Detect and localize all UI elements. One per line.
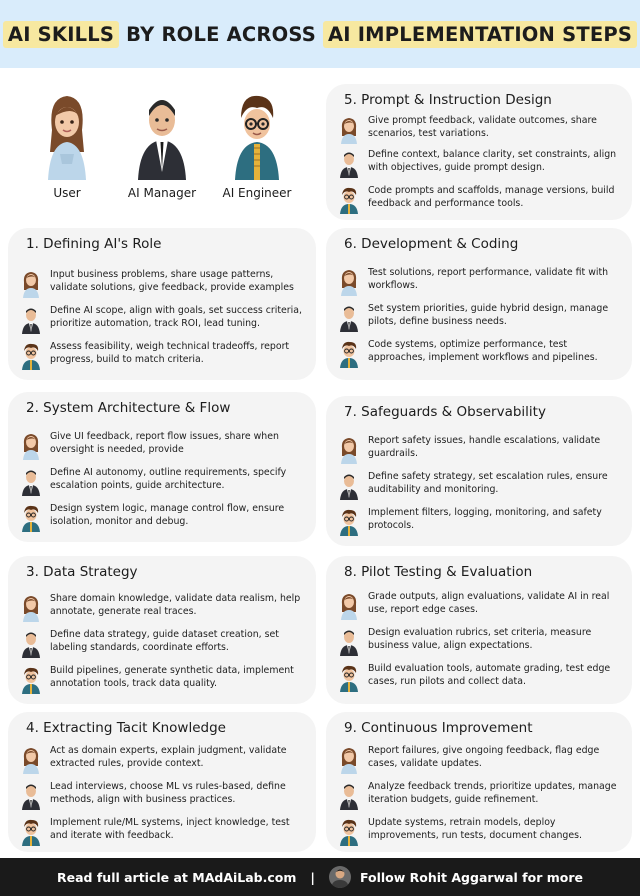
engineer-skill-text: Code systems, optimize performance, test approaches, implement workflows and pipelines. <box>368 339 598 363</box>
section-title: 1. Defining AI's Role <box>26 236 162 252</box>
manager-skill-row <box>338 780 622 814</box>
user-skill-text: Input business problems, share usage patterns, validate solutions, give feedback, provide examples <box>50 269 294 293</box>
manager-skill-text: Set system priorities, guide hybrid design, manage pilots, define business needs. <box>368 303 609 327</box>
user-skill-row <box>338 744 622 778</box>
manager-avatar-icon <box>338 782 360 810</box>
user-avatar-icon <box>338 116 360 144</box>
manager-skill-row <box>338 302 622 336</box>
user-avatar-icon <box>20 432 42 460</box>
manager-avatar-icon <box>338 150 360 178</box>
manager-skill-text: Analyze feedback trends, prioritize updates, manage iteration budgets, guide refinement. <box>368 781 617 805</box>
manager-skill-row <box>20 466 306 500</box>
manager-skill-row <box>338 626 622 660</box>
user-avatar-icon <box>338 746 360 774</box>
manager-skill-text: Define AI autonomy, outline requirements, specify escalation points, guide architecture. <box>50 467 287 491</box>
article-link[interactable]: Read full article at MAdAiLab.com <box>57 869 297 885</box>
user-skill-text: Report safety issues, handle escalations, validate guardrails. <box>368 435 601 459</box>
engineer-skill-text: Implement rule/ML systems, inject knowledge, test and iterate with feedback. <box>50 817 290 841</box>
engineer-avatar-icon <box>20 342 42 370</box>
engineer-skill-row <box>338 338 622 372</box>
user-skill-row <box>338 114 622 148</box>
user-avatar-icon <box>20 270 42 298</box>
title-highlight-1: AI SKILLS <box>3 21 119 48</box>
manager-skill-row <box>20 304 306 338</box>
section-title: 8. Pilot Testing & Evaluation <box>344 564 533 580</box>
engineer-skill-text: Assess feasibility, weigh technical tradeoffs, report progress, build to match criteria. <box>50 341 290 365</box>
section-title: 7. Safeguards & Observability <box>344 404 546 420</box>
footer-separator: | <box>310 869 315 885</box>
user-skill-row <box>338 434 622 468</box>
manager-skill-row <box>20 628 306 662</box>
section-card-8 <box>326 556 632 704</box>
manager-avatar-icon <box>338 304 360 332</box>
persona-engineer-label: AI Engineer <box>222 186 292 200</box>
persona-manager-label: AI Manager <box>127 186 197 200</box>
header-banner <box>0 0 640 68</box>
user-skill-row <box>338 266 622 300</box>
follow-link[interactable]: Follow Rohit Aggarwal for more <box>359 869 583 885</box>
user-avatar-icon <box>338 436 360 464</box>
engineer-avatar-icon <box>338 340 360 368</box>
user-avatar-icon <box>42 92 92 180</box>
manager-skill-text: Lead interviews, choose ML vs rules-based, define methods, align with business practices. <box>50 781 286 805</box>
section-title: 2. System Architecture & Flow <box>26 400 231 416</box>
user-avatar-icon <box>338 268 360 296</box>
user-skill-row <box>20 592 306 626</box>
section-card-6 <box>326 228 632 380</box>
user-avatar-icon <box>20 746 42 774</box>
user-skill-row <box>20 268 306 302</box>
engineer-skill-text: Build evaluation tools, automate grading, test edge cases, run pilots and collect data. <box>368 663 611 687</box>
user-avatar-icon <box>338 592 360 620</box>
section-card-9 <box>326 712 632 852</box>
section-card-3 <box>8 556 316 704</box>
section-card-2 <box>8 392 316 542</box>
user-avatar-icon <box>20 594 42 622</box>
manager-avatar-icon <box>338 472 360 500</box>
engineer-skill-row <box>20 502 306 536</box>
engineer-avatar-icon <box>338 186 360 214</box>
engineer-skill-text: Code prompts and scaffolds, manage versions, build feedback and performance tools. <box>368 185 615 209</box>
section-card-7 <box>326 396 632 546</box>
manager-avatar-icon <box>20 630 42 658</box>
manager-skill-text: Define context, balance clarity, set constraints, align with objectives, guide prompt design. <box>368 149 617 173</box>
manager-avatar-icon <box>20 306 42 334</box>
manager-skill-row <box>338 470 622 504</box>
manager-skill-text: Design evaluation rubrics, set criteria, measure business value, align expectations. <box>368 627 592 651</box>
section-title: 3. Data Strategy <box>26 564 138 580</box>
title-middle: BY ROLE ACROSS <box>119 22 323 46</box>
manager-avatar-icon <box>20 468 42 496</box>
section-card-5 <box>326 84 632 220</box>
manager-skill-text: Define data strategy, guide dataset creation, set labeling standards, coordinate efforts. <box>50 629 279 653</box>
user-skill-row <box>20 430 306 464</box>
manager-avatar-icon <box>338 628 360 656</box>
user-skill-text: Share domain knowledge, validate data realism, help annotate, generate real traces. <box>50 593 301 617</box>
persona-user-label: User <box>53 186 81 200</box>
engineer-skill-text: Build pipelines, generate synthetic data, implement annotation tools, track data quality. <box>50 665 294 689</box>
user-skill-text: Grade outputs, align evaluations, validate AI in real use, report edge cases. <box>368 591 610 615</box>
engineer-avatar-icon <box>20 818 42 846</box>
footer-bar <box>0 858 640 896</box>
engineer-avatar-icon <box>20 504 42 532</box>
manager-skill-text: Define safety strategy, set escalation rules, ensure auditability and monitoring. <box>368 471 608 495</box>
engineer-avatar-icon <box>338 508 360 536</box>
engineer-skill-text: Implement filters, logging, monitoring, and safety protocols. <box>368 507 602 531</box>
title-highlight-2: AI IMPLEMENTATION STEPS <box>323 21 637 48</box>
manager-avatar-icon <box>20 782 42 810</box>
engineer-skill-row <box>20 664 306 698</box>
engineer-skill-row <box>20 340 306 374</box>
section-card-4 <box>8 712 316 852</box>
user-skill-text: Give prompt feedback, validate outcomes, share scenarios, test variations. <box>368 115 597 139</box>
user-skill-row <box>338 590 622 624</box>
manager-avatar-icon <box>134 92 190 180</box>
engineer-skill-row <box>338 184 622 218</box>
engineer-avatar-icon <box>231 92 283 180</box>
author-avatar-icon <box>329 866 351 888</box>
user-skill-text: Give UI feedback, report flow issues, share when oversight is needed, provide <box>50 431 279 455</box>
section-title: 9. Continuous Improvement <box>344 720 533 736</box>
user-skill-row <box>20 744 306 778</box>
page-title <box>3 23 637 46</box>
section-title: 5. Prompt & Instruction Design <box>344 92 552 108</box>
user-skill-text: Act as domain experts, explain judgment, validate extracted rules, provide context. <box>50 745 287 769</box>
engineer-skill-text: Design system logic, manage control flow, ensure isolation, monitor and debug. <box>50 503 285 527</box>
engineer-skill-text: Update systems, retrain models, deploy improvements, run tests, document changes. <box>368 817 582 841</box>
user-skill-text: Report failures, give ongoing feedback, flag edge cases, validate updates. <box>368 745 600 769</box>
manager-skill-row <box>338 148 622 182</box>
engineer-avatar-icon <box>338 818 360 846</box>
section-title: 6. Development & Coding <box>344 236 519 252</box>
user-skill-text: Test solutions, report performance, validate fit with workflows. <box>368 267 609 291</box>
engineer-skill-row <box>338 506 622 540</box>
manager-skill-row <box>20 780 306 814</box>
persona-legend <box>22 86 312 206</box>
engineer-skill-row <box>338 816 622 850</box>
engineer-avatar-icon <box>20 666 42 694</box>
manager-skill-text: Define AI scope, align with goals, set success criteria, prioritize automation, track ROI, lead tuning. <box>50 305 302 329</box>
engineer-avatar-icon <box>338 664 360 692</box>
section-card-1 <box>8 228 316 380</box>
engineer-skill-row <box>338 662 622 696</box>
section-title: 4. Extracting Tacit Knowledge <box>26 720 226 736</box>
engineer-skill-row <box>20 816 306 850</box>
